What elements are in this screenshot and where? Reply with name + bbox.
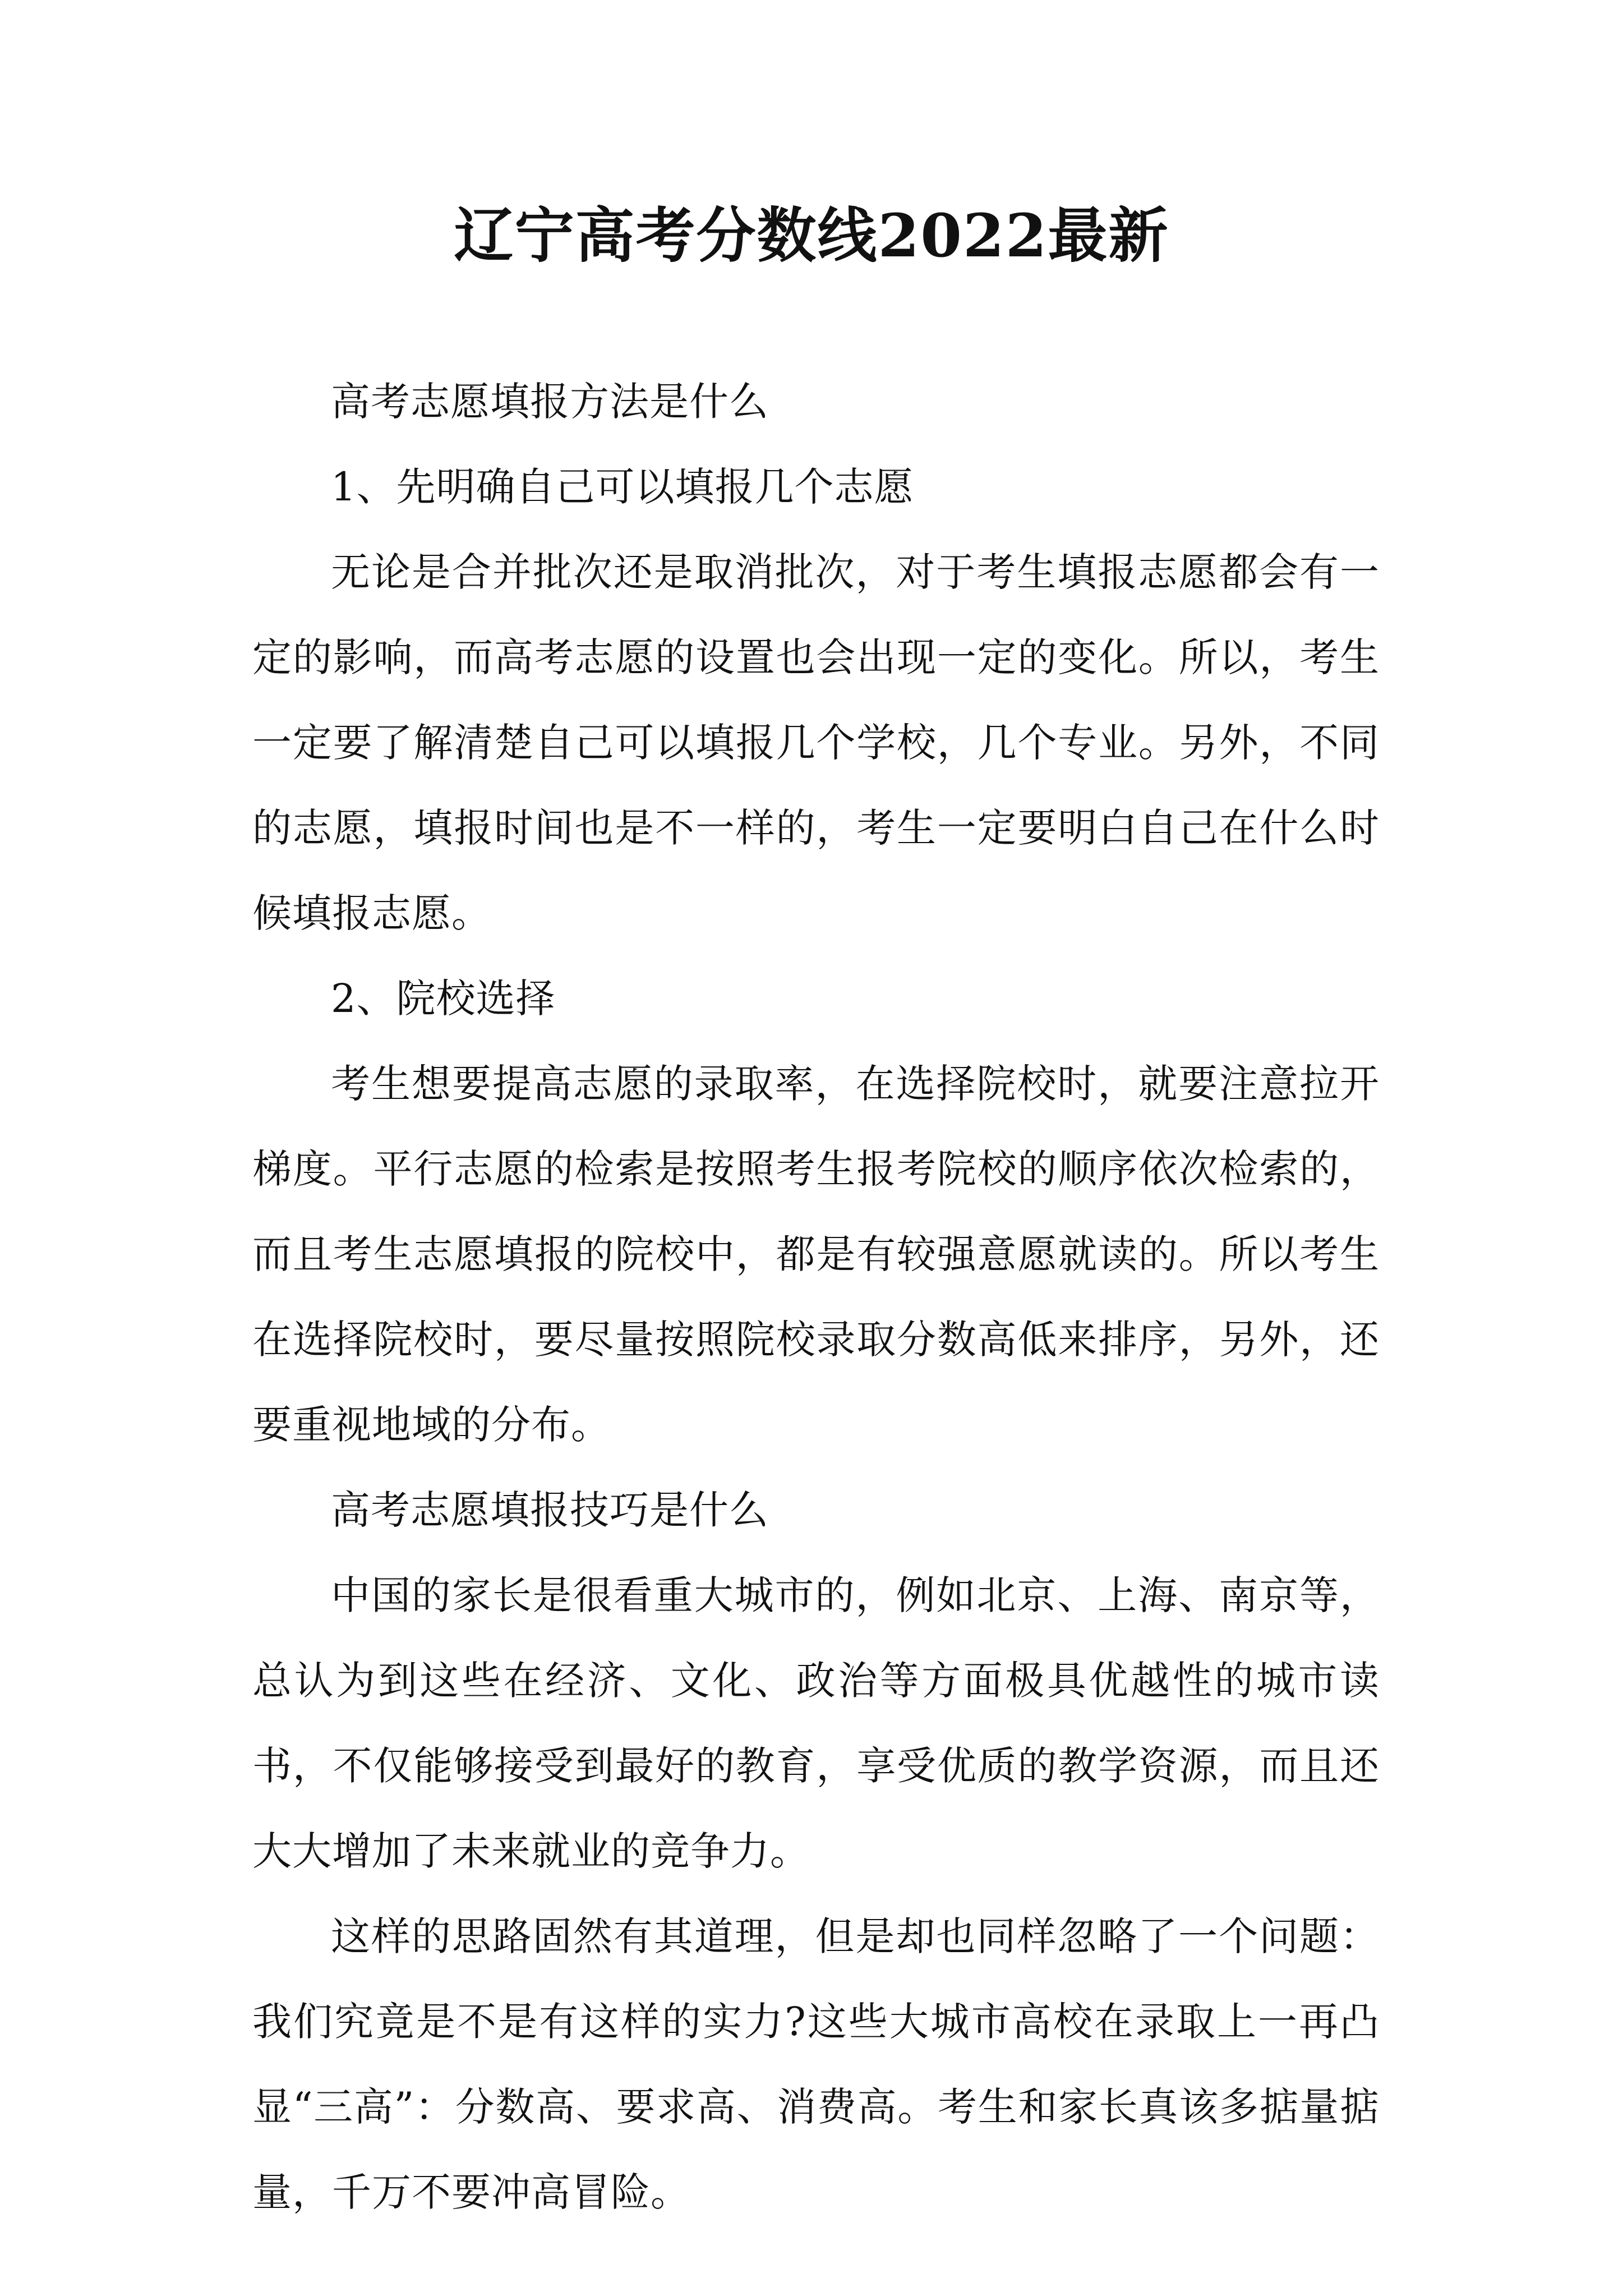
section-heading-tips: 高考志愿填报技巧是什么	[331, 1487, 769, 1533]
paragraph-school-selection: 考生想要提高志愿的录取率，在选择院校时，就要注意拉开梯度。平行志愿的检索是按照考生报考院校的顺序依次检索的，而且考生志愿填报的院校中，都是有较强意愿就读的。所以考生在选择院校时，要尽量按照院校录取分数高低来排序，另外，还要重视地域的分布。	[252, 1061, 1380, 1448]
subheading-how-many-choices: 1、先明确自己可以填报几个志愿	[331, 464, 914, 510]
paragraph-big-cities: 中国的家长是很看重大城市的，例如北京、上海、南京等，总认为到这些在经济、文化、政治等方面极具优越性的城市读书，不仅能够接受到最好的教育，享受优质的教学资源，而且还大大增加了未来就业的竞争力。	[252, 1572, 1380, 1874]
paragraph-choices: 无论是合并批次还是取消批次，对于考生填报志愿都会有一定的影响，而高考志愿的设置也会出现一定的变化。所以，考生一定要了解清楚自己可以填报几个学校，几个专业。另外，不同的志愿，填报时间也是不一样的，考生一定要明白自己在什么时候填报志愿。	[252, 549, 1380, 936]
document-title: 辽宁高考分数线2022最新	[454, 200, 1169, 270]
subheading-school-selection: 2、院校选择	[331, 976, 556, 1022]
section-heading-method: 高考志愿填报方法是什么	[331, 379, 769, 425]
paragraph-caution: 这样的思路固然有其道理，但是却也同样忽略了一个问题：我们究竟是不是有这样的实力?这些大城市高校在录取上一再凸显“三高”：分数高、要求高、消费高。考生和家长真该多掂量掂量，千万不要冲高冒险。	[252, 1913, 1380, 2215]
document-body	[252, 359, 1380, 2235]
